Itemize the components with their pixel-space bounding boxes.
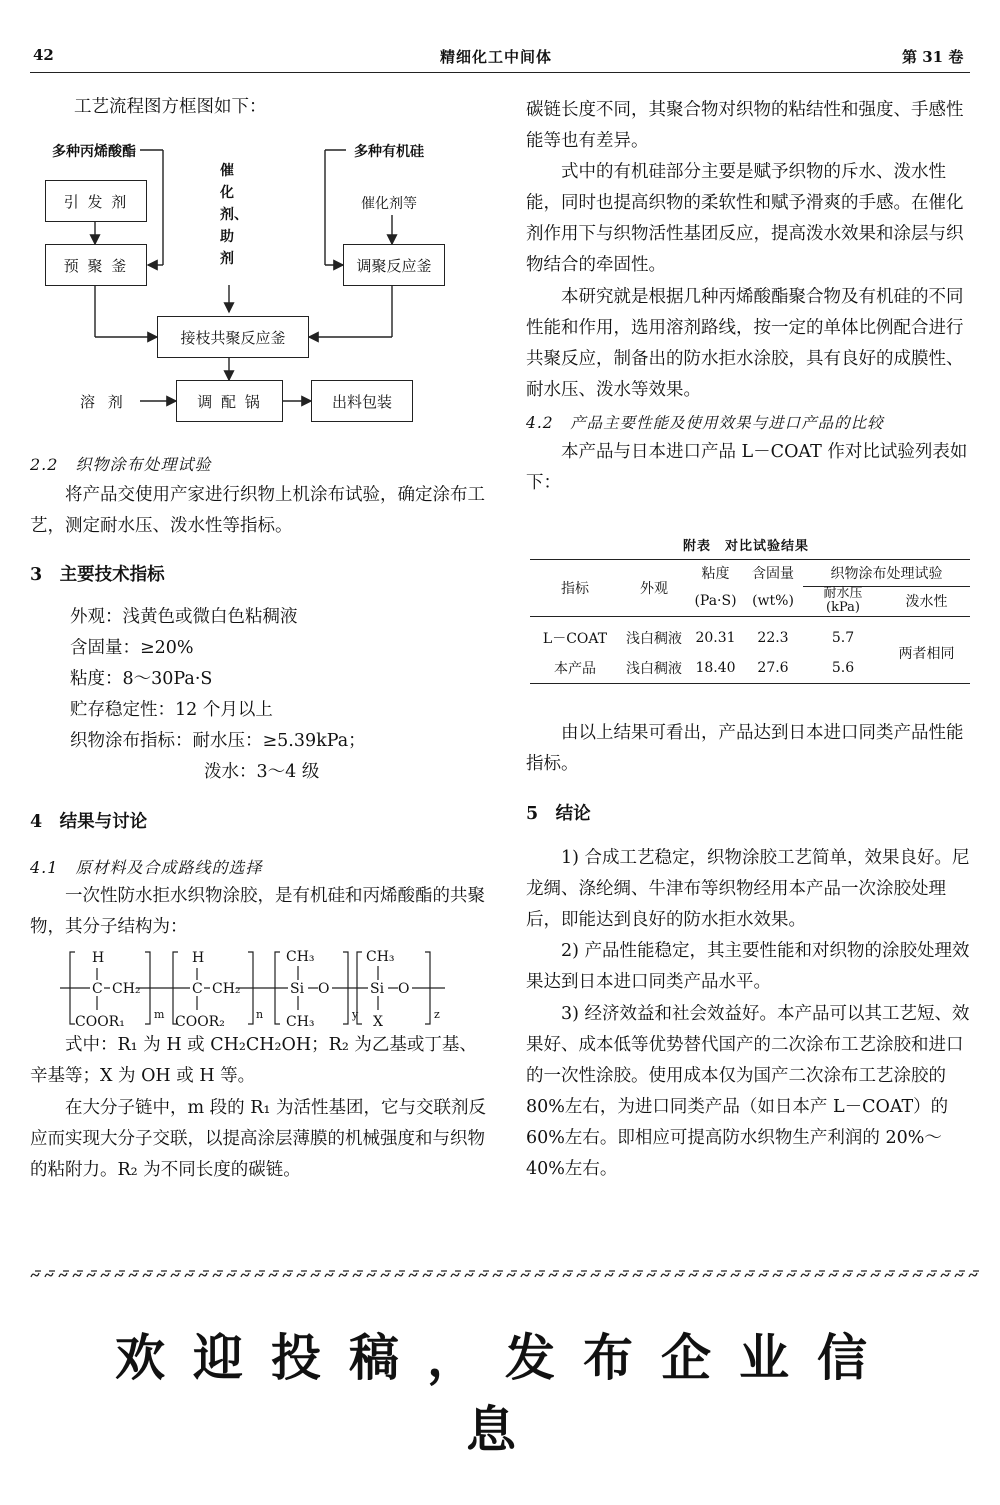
table-caption: 附表 对比试验结果 [683,539,810,554]
conclusion-3: 3) 经济效益和社会效益好。本产品可以其工艺短、效果好、成本低等优势替代国产的二次涂布工艺涂胶和进口的一次性涂胶。使用成本仅为国产二次涂布工艺涂胶的 80%左右，为进口同类产品（如日本产 L－COAT）的 60%左右。即相应可提高防水织物生产利润的 20%～40%左右。 [526,1004,970,1179]
section-5-title: 5 结论 [526,804,591,824]
box-mixing-pot: 调 配 锅 [176,380,283,422]
section-4-title: 4 结果与讨论 [30,812,148,832]
f-ch3-2: CH₃ [286,1014,315,1030]
section-2-2-title: 2.2 织物涂布处理试验 [30,455,212,474]
box-telomerization-kettle: 调聚反应釜 [343,244,445,286]
spec-water-repellency: 泼水：3～4 级 [204,762,320,782]
cell-look: 浅白稠液 [626,630,682,647]
cell-visc: 18.40 [695,659,736,676]
table-row [530,623,970,653]
box-graft-copolymer-kettle: 接枝共聚反应釜 [157,316,309,358]
decorative-border [30,1267,982,1283]
section-4-2-text: 本产品与日本进口产品 L－COAT 作对比试验列表如下： [526,442,968,493]
cell-repel-shared: 两者相同 [898,645,955,662]
cell-solid: 22.3 [757,629,789,646]
f-si-2: Si [370,981,385,997]
cell-press: 5.6 [831,659,855,676]
page-number: 42 [33,46,54,64]
solvent-label: 溶 剂 [80,393,127,411]
cell-solid: 27.6 [757,659,789,676]
cell-name: L－COAT [542,630,608,647]
f-c-1: C [92,981,103,997]
th-solid-unit: (wt%) [752,592,794,609]
conclusion-1: 1) 合成工艺稳定，织物涂胶工艺简单，效果良好。尼龙绸、涤纶绸、牛津布等织物经用本产品一次涂胶处理后，即能达到良好的防水拒水效果。 [526,848,970,930]
spec-storage: 贮存稳定性：12 个月以上 [70,700,273,720]
banner-call-for-papers: 欢迎投稿，发布企业信息 [115,1328,895,1459]
spec-solid-content: 含固量：≥20% [70,638,194,658]
th-solid: 含固量 [752,566,794,582]
section-3-title: 3 主要技术指标 [30,565,165,585]
f-coor2: COOR₂ [175,1014,225,1030]
f-c-2: C [192,981,203,997]
cell-visc: 20.31 [695,629,736,646]
paragraph-chain-segment: 在大分子链中，m 段的 R₁ 为活性基团，它与交联剂反应而实现大分子交联，以提高涂层薄膜的机械强度和与织物的粘附力。R₂ 为不同长度的碳链。 [30,1098,486,1180]
th-pressure: 耐水压 [823,586,863,601]
catalyst-right-label: 催化剂等 [361,196,417,212]
f-ch2-2: CH₂ [212,981,241,997]
f-ch3-3: CH₃ [366,949,395,965]
f-ch3-1: CH₃ [286,949,315,965]
section-4-1-text: 一次性防水拒水织物涂胶，是有机硅和丙烯酸酯的共聚物，其分子结构为： [30,886,485,937]
f-n: n [256,1008,264,1021]
spec-fabric-coating: 织物涂布指标：耐水压：≥5.39kPa； [70,731,366,751]
box-prepolymer-kettle: 预 聚 釜 [45,244,147,286]
spec-viscosity: 粘度：8～30Pa·S [70,669,213,689]
f-h-1: H [92,950,105,966]
th-pressure-unit: (kPa) [826,600,860,615]
f-si-1: Si [290,981,305,997]
paragraph-carbon-chain: 碳链长度不同，其聚合物对织物的粘结性和强度、手感性能等也有差异。 [526,100,964,151]
spec-appearance: 外观：浅黄色或微白色粘稠液 [70,607,298,627]
box-discharge-packaging: 出料包装 [311,380,413,422]
f-ch2-1: CH₂ [112,981,141,997]
section-2-2-text: 将产品交使用产家进行织物上机涂布试验，确定涂布工艺，测定耐水压、泼水性等指标。 [30,485,485,536]
cell-look: 浅白稠液 [626,660,682,677]
formula-note: 式中：R₁ 为 H 或 CH₂CH₂OH；R₂ 为乙基或丁基、辛基等；X 为 OH 或 H 等。 [30,1035,477,1086]
f-x: X [373,1014,383,1030]
th-appearance: 外观 [640,580,668,597]
th-index: 指标 [561,580,589,597]
comparison-table [530,559,970,684]
section-4-1-title: 4.1 原材料及合成路线的选择 [30,858,263,877]
f-m: m [154,1008,165,1021]
th-fabric-test: 织物涂布处理试验 [803,560,970,586]
f-o-2: O [398,981,410,997]
paragraph-research: 本研究就是根据几种丙烯酸酯聚合物及有机硅的不同性能和作用，选用溶剂路线，按一定的单体比例配合进行共聚反应，制备出的防水拒水涂胶，具有良好的成膜性、耐水压、泼水等效果。 [526,287,964,400]
f-y: y [352,1008,359,1021]
f-z: z [434,1008,440,1021]
paragraph-silicone: 式中的有机硅部分主要是赋予织物的斥水、泼水性能，同时也提高织物的柔软性和赋予滑爽的手感。在催化剂作用下与织物活性基团反应，提高泼水效果和涂层与织物结合的牵固性。 [526,162,964,275]
section-4-2-title: 4.2 产品主要性能及使用效果与进口产品的比较 [526,414,884,432]
input-acrylates: 多种丙烯酸酯 [52,144,136,160]
volume-number: 第 31 卷 [902,48,964,66]
table-conclusion: 由以上结果可看出，产品达到日本进口同类产品性能指标。 [526,723,964,774]
catalyst-aid-label: 催化剂、助剂 [220,163,248,267]
f-coor1: COOR₁ [75,1014,125,1030]
cell-press: 5.7 [831,629,855,646]
th-repellency: 泼水性 [905,594,948,610]
input-silicones: 多种有机硅 [354,144,424,160]
journal-title: 精细化工中间体 [440,48,553,66]
f-h-2: H [192,950,205,966]
th-viscosity: 粘度 [701,566,730,582]
flowchart-caption: 工艺流程图方框图如下： [74,97,267,117]
spec-list [70,602,490,788]
cell-name: 本产品 [554,660,596,677]
th-viscosity-unit: (Pa·S) [694,592,737,609]
conclusion-2: 2) 产品性能稳定，其主要性能和对织物的涂胶处理效果达到日本进口同类产品水平。 [526,941,970,992]
f-o-1: O [318,981,330,997]
molecular-structure [30,944,490,1036]
box-initiator: 引 发 剂 [45,180,147,222]
